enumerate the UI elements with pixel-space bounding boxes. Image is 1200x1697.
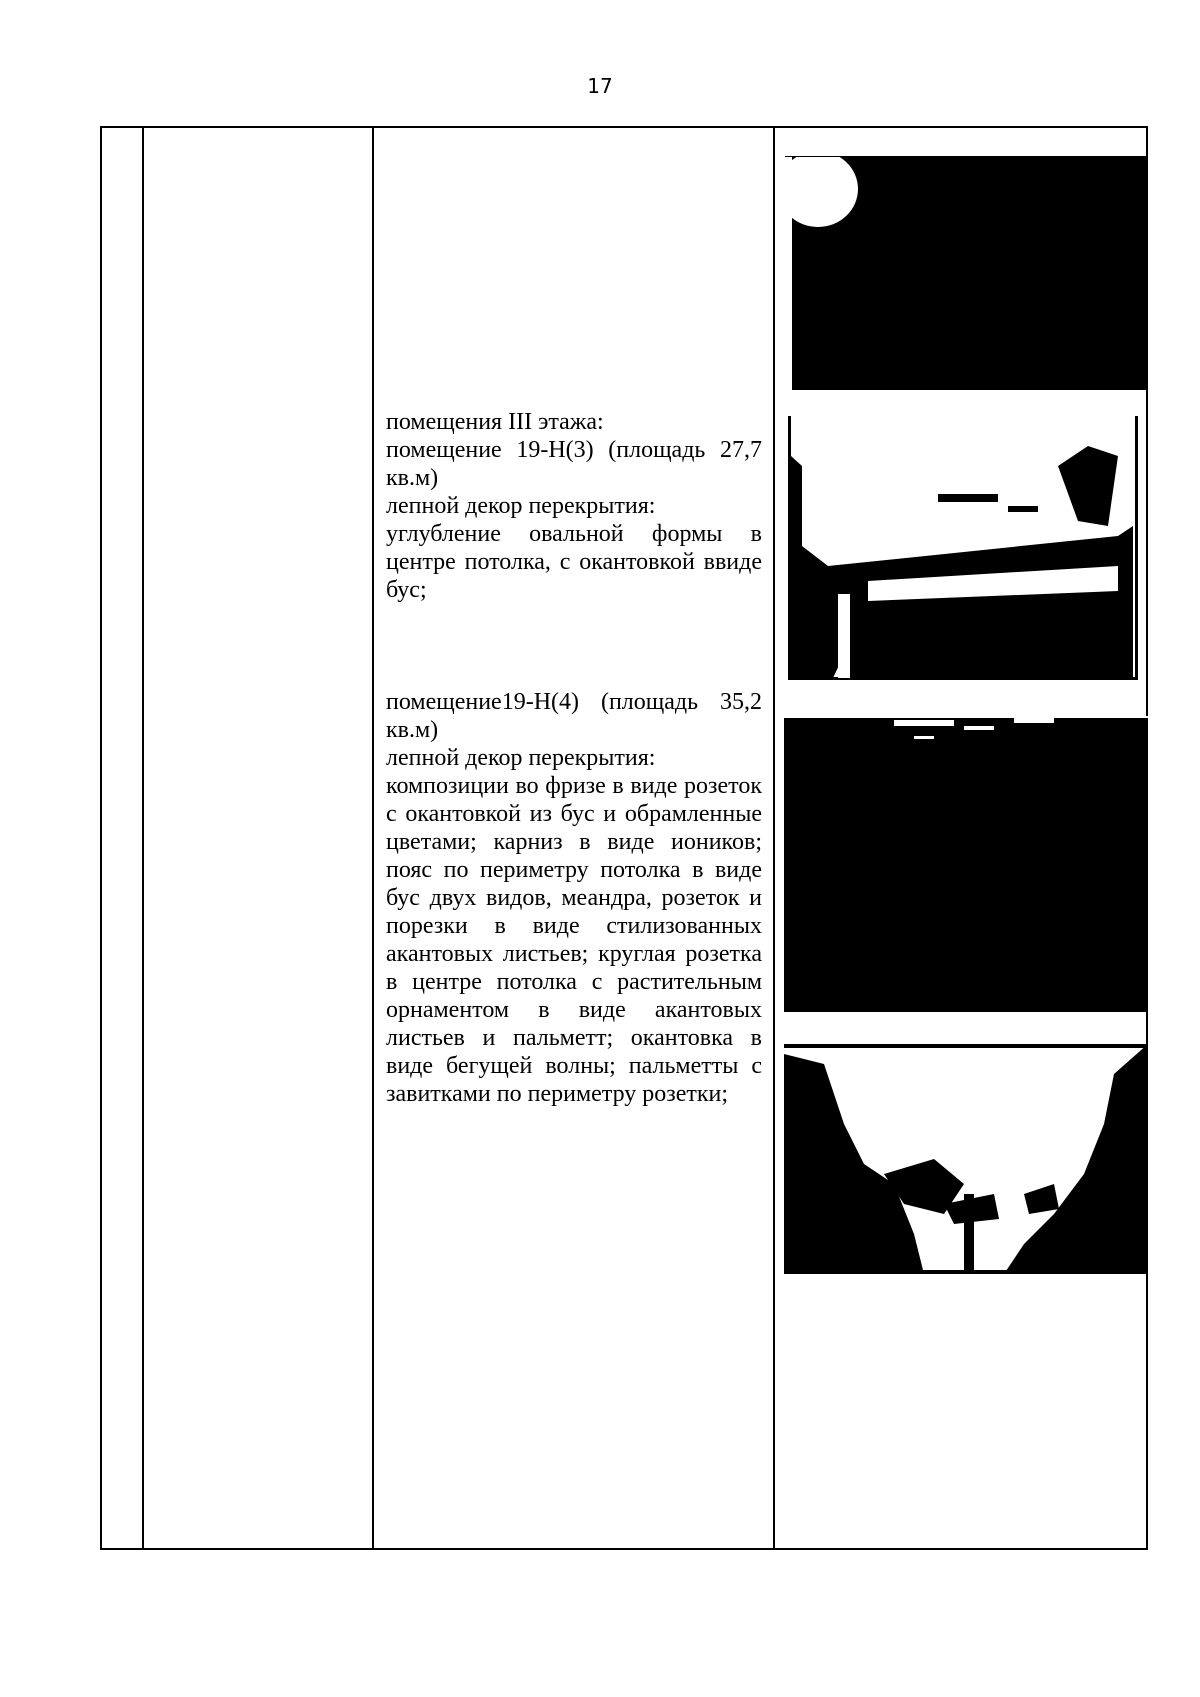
decor-description: композиции во фризе в виде розеток с окантовкой из бус и обрамленные цветами; карниз в виде иоников; пояс по периметру потолка в виде бус двух видов, меандра, розеток и порезки в виде стилизованных акантовых листьев; круглая розетка в центре потолка с растительным орнаментом в виде акантовых листьев и пальметт; окантовка в виде бегущей волны; пальметты с завитками по периметру розетки; — [386, 773, 762, 1107]
ceiling-photo-1 — [788, 157, 1146, 390]
room-line: помещение 19-Н(3) (площадь 27,7 кв.м) — [386, 437, 762, 491]
room-line: помещение19-Н(4) (площадь 35,2 кв.м) — [386, 689, 762, 743]
table-column-divider-1 — [142, 126, 144, 1550]
ceiling-photo-3-image — [784, 716, 1148, 1012]
ceiling-photo-2-image — [788, 416, 1138, 680]
room-19h4-description — [386, 688, 762, 1108]
decor-description: углубление овальной формы в центре потолка, с окантовкой ввиде бус; — [386, 521, 762, 603]
table-column-divider-3 — [773, 126, 775, 1550]
ceiling-photo-2 — [788, 416, 1138, 680]
decor-title: лепной декор перекрытия: — [386, 745, 656, 771]
page-number: 17 — [587, 74, 613, 98]
room-19h3-description — [386, 408, 762, 604]
ceiling-photo-1-image — [788, 157, 1146, 390]
floor-heading: помещения III этажа: — [386, 409, 604, 435]
ceiling-photo-4-image — [784, 1044, 1148, 1274]
ceiling-photo-3 — [784, 716, 1148, 1012]
table-column-divider-2 — [372, 126, 374, 1550]
ceiling-photo-4 — [784, 1044, 1148, 1274]
decor-title: лепной декор перекрытия: — [386, 493, 656, 519]
